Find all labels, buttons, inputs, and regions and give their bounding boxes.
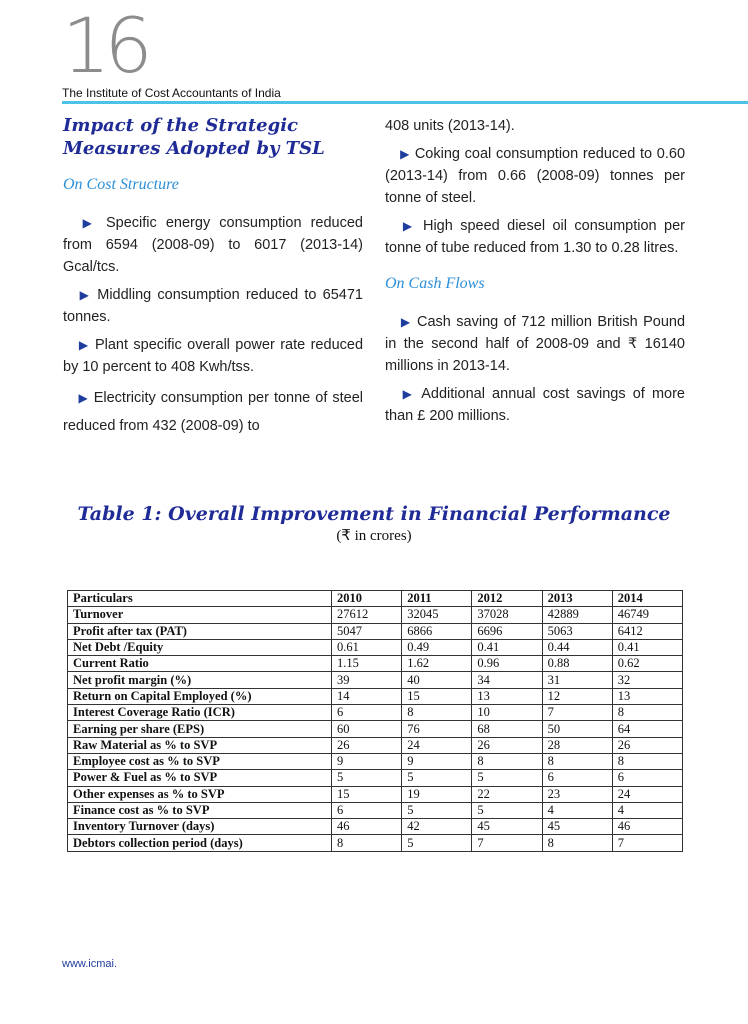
table-row [68,770,683,786]
row-label: Earning per share (EPS) [68,721,332,737]
row-label: Debtors collection period (days) [68,835,332,851]
table-cell: 0.49 [402,639,472,655]
table-cell: 7 [472,835,542,851]
table-cell: 10 [472,705,542,721]
table-cell: 15 [332,786,402,802]
paragraph [63,284,363,328]
table-cell: 6 [612,770,682,786]
row-label: Net profit margin (%) [68,672,332,688]
footer-url: www.icmai. [62,958,118,970]
bullet-text: Electricity consumption per tonne of steel reduced from 432 (2008-09) to [63,390,363,434]
table-cell: 24 [612,786,682,802]
bullet-text: Coking coal consumption reduced to 0.60 (2013-14) from 0.66 (2008-09) tonnes per tonne of steel. [385,146,686,206]
table-cell: 5 [472,802,542,818]
table-cell: 8 [402,705,472,721]
page-number: 16 [62,1,147,90]
table-cell: 27612 [332,607,402,623]
bullet-text: Middling consumption reduced to 65471 tonnes. [63,287,363,325]
bullet-icon: ▶ [77,288,92,302]
table-cell: 15 [402,688,472,704]
bullet-icon: ▶ [77,216,97,230]
table-cell: 39 [332,672,402,688]
row-label: Return on Capital Employed (%) [68,688,332,704]
table-cell: 8 [542,835,612,851]
paragraph [385,215,685,259]
subhead-cost-structure: On Cost Structure [63,176,179,193]
table-cell: 6 [542,770,612,786]
table-cell: 5 [472,770,542,786]
table-cell: 0.62 [612,656,682,672]
row-label: Raw Material as % to SVP [68,737,332,753]
table-cell: 31 [542,672,612,688]
table-cell: 4 [612,802,682,818]
bullet-text: Cash saving of 712 million British Pound in the second half of 2008-09 and ₹ 16140 millions in 2013-14. [385,314,686,374]
table-row [68,835,683,851]
bullet-icon: ▶ [399,315,412,329]
bullet-text: High speed diesel oil consumption per tonne of tube reduced from 1.30 to 0.28 litres. [385,218,685,256]
header-rule [62,101,748,104]
table-cell: 5 [402,802,472,818]
table-cell: 8 [472,753,542,769]
bullet-icon: ▶ [77,338,90,352]
table-cell: 9 [332,753,402,769]
bullet-icon: ▶ [399,147,411,161]
table-cell: 19 [402,786,472,802]
table-cell: 0.44 [542,639,612,655]
paragraph [63,334,363,378]
paragraph [385,143,685,209]
table-cell: 9 [402,753,472,769]
row-label: Turnover [68,607,332,623]
table-cell: 22 [472,786,542,802]
table-cell: 13 [472,688,542,704]
table-cell: 6 [332,802,402,818]
table-cell: 6866 [402,623,472,639]
table-row [68,721,683,737]
table-cell: 0.88 [542,656,612,672]
row-label: Interest Coverage Ratio (ICR) [68,705,332,721]
table-cell: 1.15 [332,656,402,672]
table-cell: 32045 [402,607,472,623]
table-cell: 13 [612,688,682,704]
table-cell: 40 [402,672,472,688]
table-cell: 0.61 [332,639,402,655]
right-column [385,114,685,427]
table-cell: 64 [612,721,682,737]
row-label: Other expenses as % to SVP [68,786,332,802]
bullet-text: Plant specific overall power rate reduced by 10 percent to 408 Kwh/tss. [63,337,364,375]
table-cell: 0.41 [612,639,682,655]
paragraph [63,212,363,278]
paragraph [385,383,685,427]
column-header: 2011 [402,591,472,607]
table-cell: 45 [472,819,542,835]
column-header: 2013 [542,591,612,607]
row-label: Power & Fuel as % to SVP [68,770,332,786]
financial-performance-table [67,590,683,852]
table-subtitle: (₹ in crores) [336,528,412,544]
table-cell: 24 [402,737,472,753]
column-header: 2012 [472,591,542,607]
table-cell: 28 [542,737,612,753]
row-label: Inventory Turnover (days) [68,819,332,835]
table-cell: 7 [542,705,612,721]
table-cell: 4 [542,802,612,818]
table-cell: 5 [402,770,472,786]
subhead-cash-flows: On Cash Flows [385,275,485,292]
table-cell: 46 [332,819,402,835]
paragraph [63,384,363,440]
left-column [63,114,363,440]
table-cell: 45 [542,819,612,835]
organization-name: The Institute of Cost Accountants of India [62,86,281,100]
table-cell: 6412 [612,623,682,639]
row-label: Finance cost as % to SVP [68,802,332,818]
column-header: Particulars [68,591,332,607]
section-title: Impact of the Strategic Measures Adopted by TSL [63,115,325,159]
row-label: Employee cost as % to SVP [68,753,332,769]
table-cell: 14 [332,688,402,704]
table-cell: 50 [542,721,612,737]
table-cell: 76 [402,721,472,737]
table-cell: 60 [332,721,402,737]
row-label: Net Debt /Equity [68,639,332,655]
bullet-icon: ▶ [399,387,415,401]
table-cell: 23 [542,786,612,802]
paragraph [385,311,685,377]
bullet-text: Additional annual cost savings of more than £ 200 millions. [385,386,685,424]
table-cell: 32 [612,672,682,688]
table-cell: 26 [332,737,402,753]
table-cell: 8 [612,705,682,721]
table-cell: 5 [332,770,402,786]
table-cell: 37028 [472,607,542,623]
table-title: Table 1: Overall Improvement in Financial Performance [77,503,671,525]
table-row [68,705,683,721]
table-row [68,639,683,655]
bullet-text: Specific energy consumption reduced from 6594 (2008-09) to 6017 (2013-14) Gcal/tcs. [63,215,364,275]
table-cell: 26 [472,737,542,753]
table-cell: 5 [402,835,472,851]
table-cell: 42 [402,819,472,835]
row-label: Current Ratio [68,656,332,672]
table-cell: 12 [542,688,612,704]
table-cell: 5047 [332,623,402,639]
row-label: Profit after tax (PAT) [68,623,332,639]
table-row [68,607,683,623]
table-row [68,688,683,704]
table-cell: 42889 [542,607,612,623]
table-cell: 6696 [472,623,542,639]
table-row [68,656,683,672]
column-header: 2010 [332,591,402,607]
table-cell: 6 [332,705,402,721]
table-row [68,753,683,769]
table-cell: 5063 [542,623,612,639]
table-row [68,623,683,639]
table-cell: 1.62 [402,656,472,672]
table-row [68,802,683,818]
table-cell: 68 [472,721,542,737]
table-cell: 0.41 [472,639,542,655]
table-cell: 34 [472,672,542,688]
table-cell: 26 [612,737,682,753]
table-row [68,786,683,802]
table-row [68,737,683,753]
table-cell: 46 [612,819,682,835]
table-cell: 7 [612,835,682,851]
column-header: 2014 [612,591,682,607]
bullet-icon: ▶ [77,391,89,405]
table-cell: 8 [332,835,402,851]
table-row [68,672,683,688]
table-cell: 8 [612,753,682,769]
bullet-icon: ▶ [399,219,416,233]
table-cell: 8 [542,753,612,769]
table-row [68,819,683,835]
table-cell: 46749 [612,607,682,623]
table-cell: 0.96 [472,656,542,672]
continuation-text: 408 units (2013-14). [385,118,515,134]
table-header-row [68,591,683,607]
